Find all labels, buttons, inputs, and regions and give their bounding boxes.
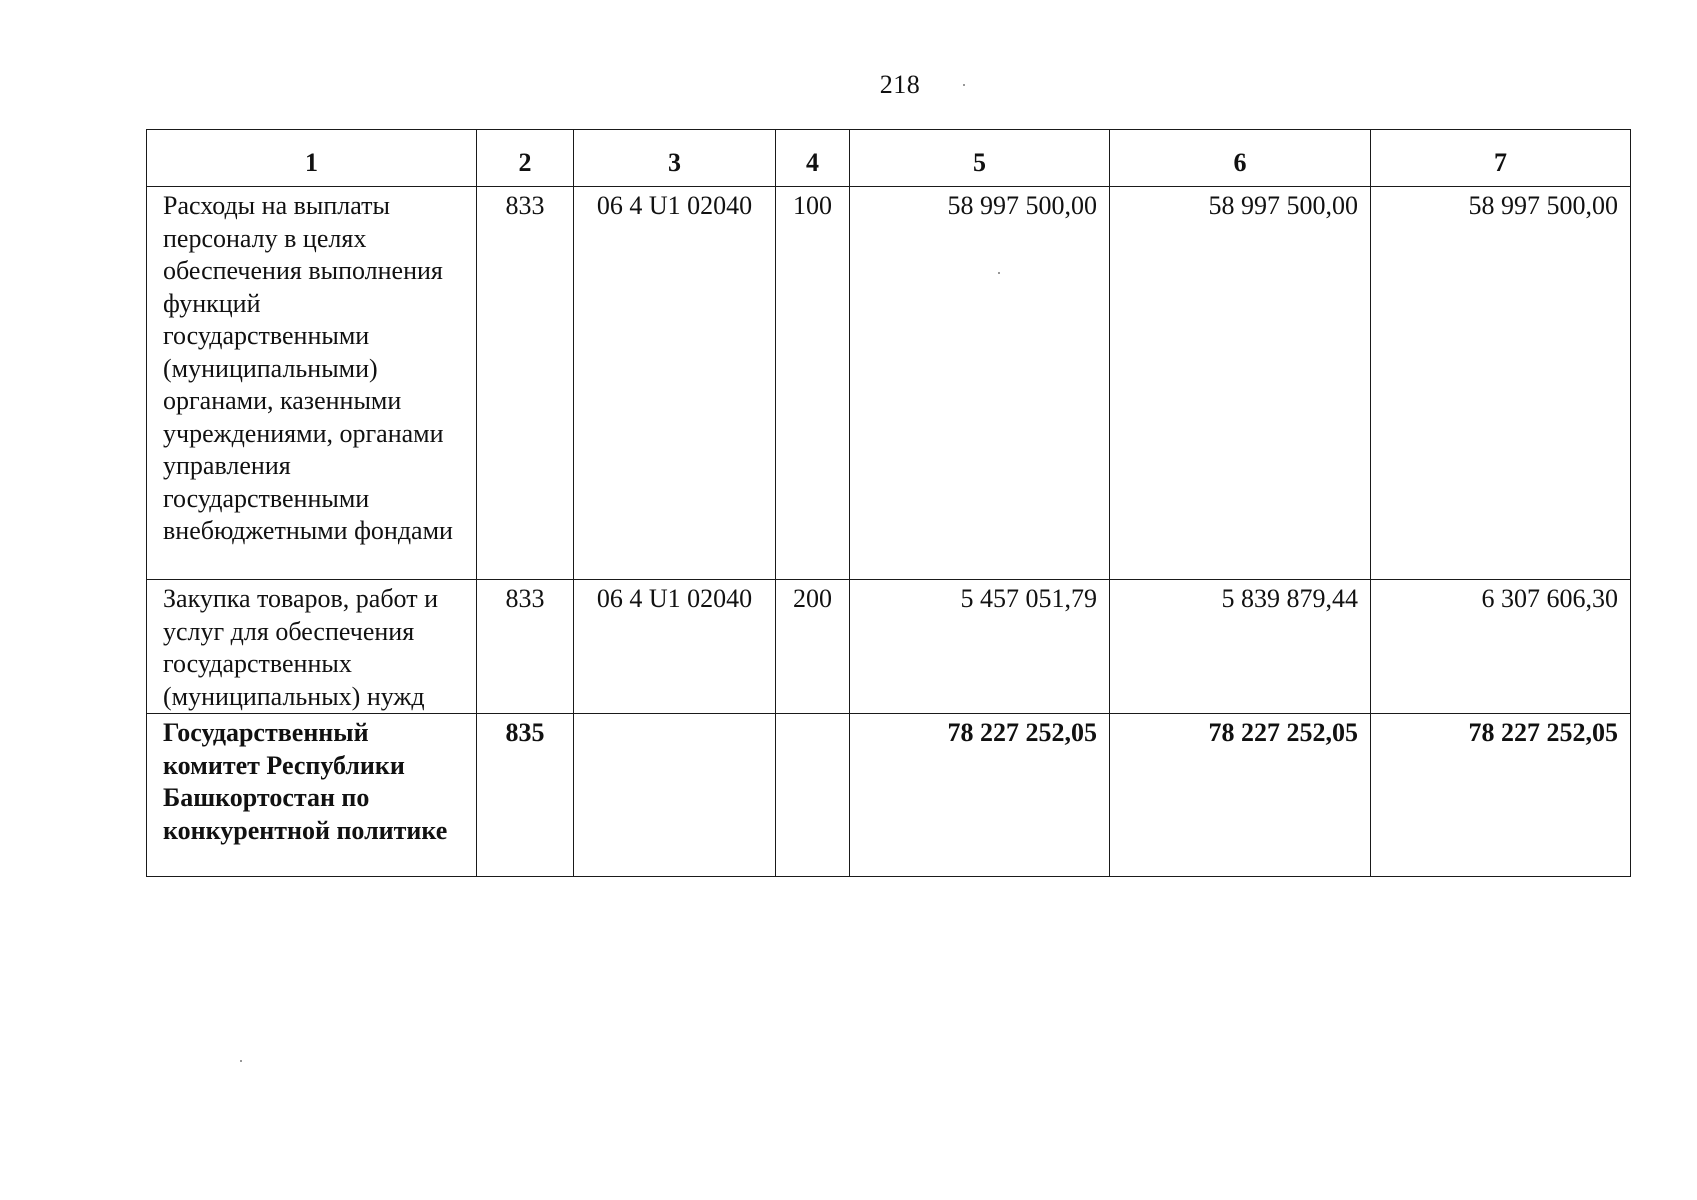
row-col-2: 833 — [477, 580, 574, 714]
header-col-1: 1 — [147, 130, 477, 187]
row-col-6: 58 997 500,00 — [1110, 187, 1371, 580]
row-col-6: 5 839 879,44 — [1110, 580, 1371, 714]
row-name: Закупка товаров, работ и услуг для обеспечения государственных (муниципальных) нужд — [147, 580, 477, 714]
header-col-3: 3 — [574, 130, 776, 187]
row-name: Расходы на выплаты персоналу в целях обеспечения выполнения функций государственными (муниципальными) органами, казенными учреждениями, органами управления государственными внебюджетными фондами — [147, 187, 477, 580]
row-col-5: 5 457 051,79 — [850, 580, 1110, 714]
header-col-4: 4 — [776, 130, 850, 187]
scan-speck — [240, 1060, 242, 1062]
table-row — [147, 580, 1631, 714]
row-col-4: 200 — [776, 580, 850, 714]
row-name: Государственный комитет Республики Башкортостан по конкурентной политике — [147, 714, 477, 877]
row-col-7: 6 307 606,30 — [1371, 580, 1631, 714]
row-col-3: 06 4 U1 02040 — [574, 580, 776, 714]
header-col-2: 2 — [477, 130, 574, 187]
row-col-7: 58 997 500,00 — [1371, 187, 1631, 580]
row-col-3: 06 4 U1 02040 — [574, 187, 776, 580]
budget-table — [146, 129, 1631, 877]
row-col-2: 835 — [477, 714, 574, 877]
table-row — [147, 714, 1631, 877]
table-body — [147, 187, 1631, 877]
row-col-6: 78 227 252,05 — [1110, 714, 1371, 877]
page-number: 218 — [879, 70, 921, 99]
table-row — [147, 187, 1631, 580]
scan-speck — [998, 272, 1000, 274]
header-col-6: 6 — [1110, 130, 1371, 187]
row-col-5: 58 997 500,00 — [850, 187, 1110, 580]
header-row — [147, 130, 1631, 187]
row-col-5: 78 227 252,05 — [850, 714, 1110, 877]
scan-speck — [963, 84, 965, 86]
row-col-4: 100 — [776, 187, 850, 580]
row-col-3 — [574, 714, 776, 877]
header-col-7: 7 — [1371, 130, 1631, 187]
row-col-4 — [776, 714, 850, 877]
header-col-5: 5 — [850, 130, 1110, 187]
row-col-2: 833 — [477, 187, 574, 580]
row-col-7: 78 227 252,05 — [1371, 714, 1631, 877]
table-header — [147, 130, 1631, 187]
